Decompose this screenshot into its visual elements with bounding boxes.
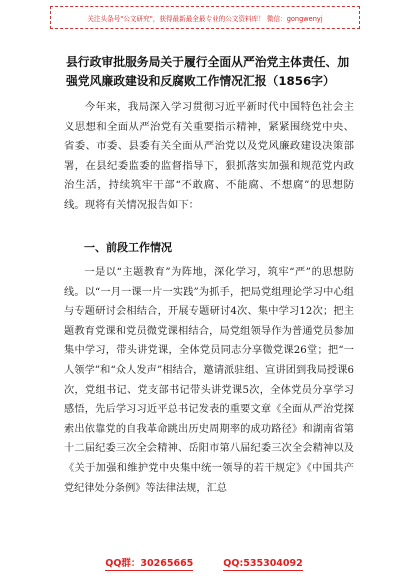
promo-banner bbox=[50, 6, 360, 29]
promo-banner-text: 关注头条号"公文研究"，获得最新最全最专业的公文资料库！ 微信：gongwenyj bbox=[87, 14, 323, 23]
footer-qq[interactable]: QQ:535304092 bbox=[223, 558, 303, 569]
section-paragraph: 一是以“主题教育”为阵地，深化学习，筑牢“严”的思想防线。以“一月一课一片一实践”为抓手，把局党组理论学习中心组与专题研讨会相结合，开展专题研讨4次、集中学习12次；把主题教育党课和党员微党课相结合，局党组领导作为普通党员参加集中学习，带头讲党课，全体党员同志分享微党课26堂；把“一人领学”和“众人发声”相结合，邀请派驻组、宣讲团到我局授课6次，党组书记、党支部书记带头讲党课5次，全体党员分享学习感悟，先后学习习近平总书记发表的重要文章《全面从严治党探索出依靠党的自我革命跳出历史周期率的成功路径》和湖南省第十二届纪委三次全会精神、岳阳市第八届纪委三次全会精神以及《关于加强和维护党中央集中统一领导的若干规定》《中国共产党纪律处分条例》等法律法规，汇总 bbox=[64, 267, 354, 494]
footer-qq-group[interactable]: QQ群：30265665 bbox=[105, 558, 194, 569]
document-title: 县行政审批服务局关于履行全面从严治党主体责任、加强党风廉政建设和反腐败工作情况汇报（1856字） bbox=[66, 55, 350, 88]
section-heading: 一、前段工作情况 bbox=[84, 241, 172, 254]
intro-paragraph: 今年来，我局深入学习贯彻习近平新时代中国特色社会主义思想和全面从严治党有关重要指示精神，紧紧围绕党中央、省委、市委、县委有关全面从严治党以及党风廉政建设决策部署，在县纪委监委的监督指导下，狠抓落实加强和规范党内政治生活，持续筑牢干部“不敢腐、不能腐、不想腐”的思想防线。现将有关情况报告如下： bbox=[64, 101, 354, 211]
footer bbox=[0, 558, 408, 571]
